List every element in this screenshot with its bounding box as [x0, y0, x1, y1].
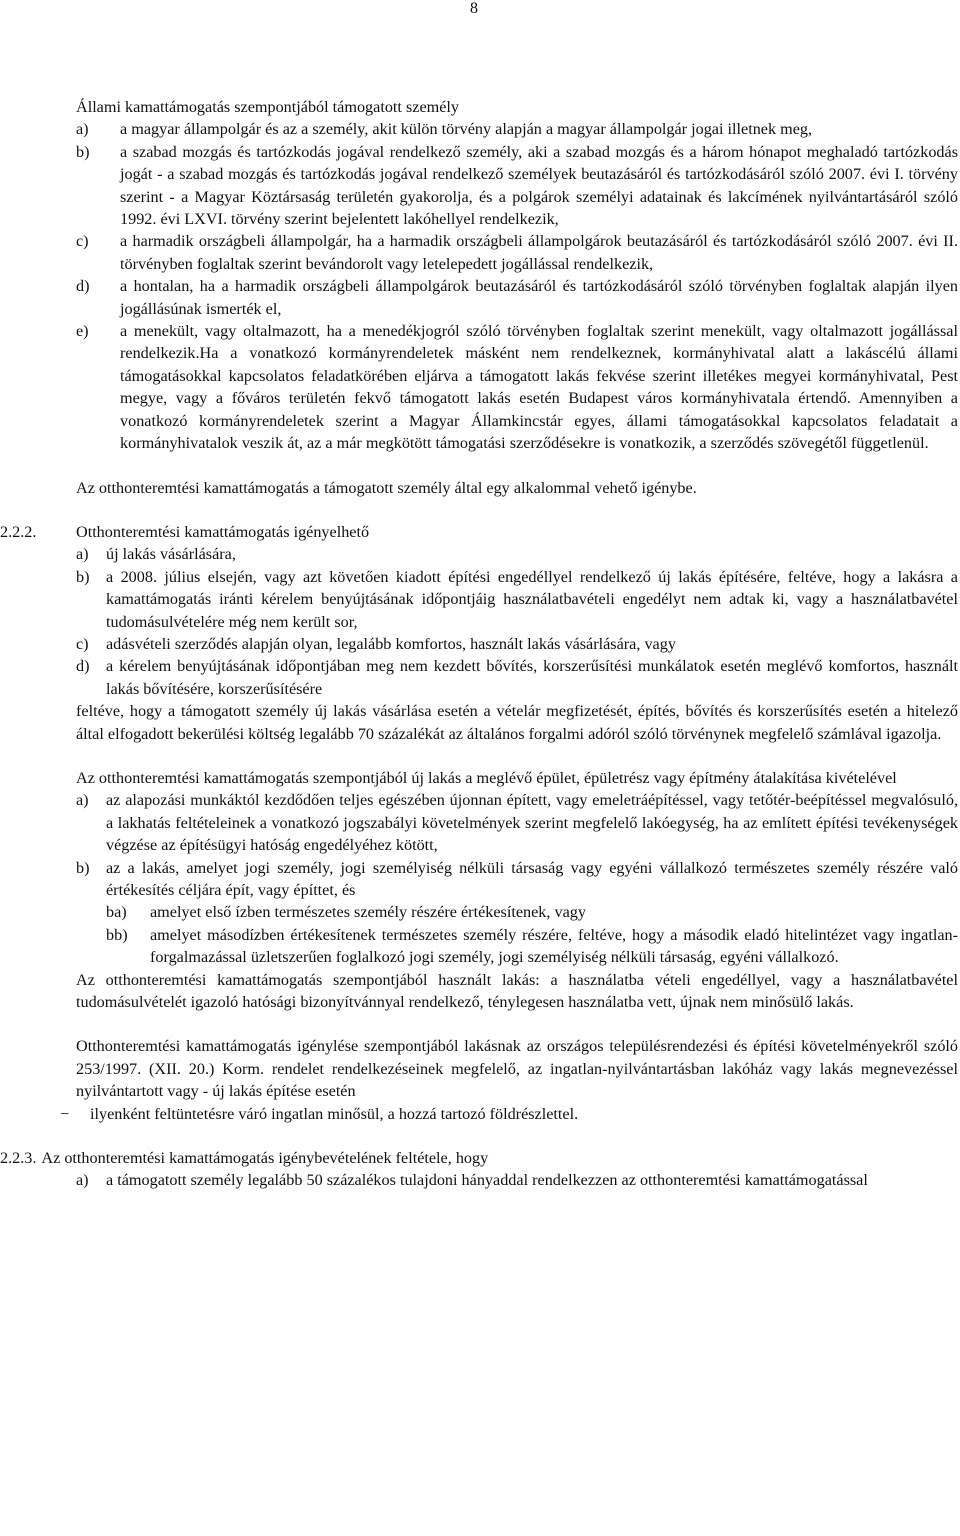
- section-number: 2.2.3.: [0, 1149, 37, 1168]
- eligible-continuation: ilyenként feltüntetésre váró ingatlan minősül, a hozzá tartozó földrészlettel.: [90, 1104, 579, 1123]
- item-text: a magyar állampolgár és az a személy, akit külön törvény alapján a magyar állampolgár jogai illetnek meg,: [120, 120, 813, 139]
- list-item: [76, 141, 958, 231]
- item-label: e): [76, 322, 89, 341]
- item-label: b): [76, 858, 90, 877]
- section-title: Állami kamattámogatás szempontjából támogatott személy: [76, 98, 459, 116]
- new-definition-intro: Az otthonteremtési kamattámogatás szempontjából új lakás a meglévő épület, épületrész vagy építmény átalakítása kivételével: [76, 768, 897, 787]
- item-label: bb): [106, 925, 128, 944]
- item-text: az alapozási munkáktól kezdődően teljes egészében újonnan épített, vagy emeletráépítéssel, vagy tetőtér-beépítéssel megvalósuló, a lakhatás feltételeinek a vonatkozó jogszabályi követelmények szerint megfelelő lakóegység, ha az említett építési tevékenységek végzése az építésügyi hatóság engedélyéhez kötött,: [106, 791, 958, 855]
- item-text: amelyet másodízben értékesítenek természetes személy részére, feltéve, hogy a második eladó hitelintézet vagy ingatlan-forgalmazással üzletszerűen foglalkozó jogi személy, jogi személyiség nélküli társaság, egyéni vállalkozó.: [150, 925, 958, 967]
- item-text: a szabad mozgás és tartózkodás jogával rendelkező személy, aki a szabad mozgás és a három hónapot meghaladó tartózkodás jogát - a szabad mozgás és tartózkodás jogával rendelkező személyek beutazásáról és tartózkodásáról szóló 2007. évi I. törvény szerint - a Magyar Köztársaság területén gyakorolja, és a polgárok személyi adatainak és lakcímének nyilvántartásáról szóló 1992. évi LXVI. törvény szerint bejelentett lakóhellyel rendelkezik,: [120, 142, 958, 229]
- section-title: Otthonteremtési kamattámogatás igényelhető: [76, 522, 370, 541]
- list-item: [76, 230, 958, 275]
- item-text: a támogatott személy legalább 50 százalékos tulajdoni hányaddal rendelkezzen az otthonteremtési kamattámogatással: [106, 1171, 868, 1190]
- list-item: [76, 789, 958, 856]
- list-item: [76, 566, 958, 633]
- page-number: 8: [470, 0, 478, 17]
- item-label: a): [76, 791, 89, 810]
- item-text: új lakás vásárlására,: [106, 545, 236, 564]
- item-text: amelyet első ízben természetes személy részére értékesítenek, vagy: [150, 903, 586, 922]
- list-item: [76, 633, 958, 655]
- section-number: 2.2.2.: [0, 522, 37, 541]
- document-body: [0, 96, 958, 1192]
- list-item: [76, 118, 958, 140]
- item-label: a): [76, 545, 89, 564]
- item-label: d): [76, 657, 90, 676]
- condition-paragraph: feltéve, hogy a támogatott személy új lakás vásárlása esetén a vételár megfizetését, építés, bővítés és korszerűsítés esetén a hitelező által elfogadott bekerülési költség legalább 70 százalékát az általános forgalmi adóról szóló törvénynek megfelelő számlával igazolja.: [76, 702, 958, 743]
- item-text: a hontalan, ha a harmadik országbeli állampolgárok beutazásáról és tartózkodásáról szóló törvényben foglaltak alapján ilyen jogállásúnak ismerték el,: [120, 277, 958, 318]
- item-label: d): [76, 277, 90, 296]
- item-label: a): [76, 1171, 89, 1190]
- item-text: az a lakás, amelyet jogi személy, jogi személyiség nélküli társaság vagy egyéni vállalkozó természetes személy részére való értékesítés céljára épít, vagy építtet, és: [106, 858, 958, 899]
- list-item: [76, 275, 958, 320]
- section-heading: [0, 1147, 958, 1169]
- item-text: a menekült, vagy oltalmazott, ha a menedékjogról szóló törvényben foglaltak szerint menekült, vagy oltalmazott jogállással rendelkezik.Ha a vonatkozó kormányrendeletek másként nem rendelkeznek, kormányhivatal alatt a lakáscélú állami támogatásokkal kapcsolatos feladatkörében eljárva a támogatott lakás fekvése szerint illetékes megyei kormányhivatal, Pest megye, vagy a főváros területén fekvő támogatott lakás esetén Budapest város kormányhivatala értendő. Amennyiben a vonatkozó kormányrendeletek szerint a Magyar Államkincstár egyes, állami támogatásokkal kapcsolatos feladatait a kormányhivatalok veszik át, az a már megkötött támogatási szerződésekre is vonatkozik, a szerződés szövegétől függetlenül.: [120, 322, 958, 453]
- section-title: Az otthonteremtési kamattámogatás igénybevételének feltétele, hogy: [41, 1149, 489, 1168]
- closing-paragraph: Az otthonteremtési kamattámogatás a támogatott személy által egy alkalommal vehető igénybe.: [76, 478, 697, 497]
- item-text: a 2008. július elsején, vagy azt követően kiadott építési engedéllyel rendelkező új lakás építésére, feltéve, hogy a lakásra a kamattámogatás iránti kérelem benyújtásának időpontjáig használatbavételi engedélyt nem adtak ki, vagy a használatbavétel tudomásulvételére még nem került sor,: [106, 567, 958, 631]
- item-label: b): [76, 567, 90, 586]
- item-label: c): [76, 232, 89, 251]
- item-text: a kérelem benyújtásának időpontjában meg nem kezdett bővítés, korszerűsítési munkálatok esetén meglévő komfortos, használt lakás bővítésére, korszerűsítésére: [106, 657, 958, 698]
- list-item: [76, 857, 958, 902]
- section-heading: [0, 521, 958, 543]
- list-item: [76, 1169, 958, 1191]
- list-item: [76, 655, 958, 700]
- eligible-definition: Otthonteremtési kamattámogatás igénylése szempontjából lakásnak az országos településrendezési és építési követelményekről szóló 253/1997. (XII. 20.) Korm. rendelet rendelkezéseinek megfelelő, az ingatlan-nyilvántartásban lakóház vagy lakás megnevezéssel nyilvántartott vagy - új lakás építése esetén: [76, 1037, 958, 1101]
- item-label: a): [76, 120, 89, 139]
- item-label: b): [76, 142, 90, 161]
- list-item: [76, 320, 958, 454]
- sub-list-item: [76, 901, 958, 923]
- item-text: a harmadik országbeli állampolgár, ha a harmadik országbeli állampolgárok beutazásáról és tartózkodásáról szóló 2007. évi II. törvényben foglaltak szerint bevándorolt vagy letelepedett jogállással rendelkezik,: [120, 232, 958, 273]
- item-label: c): [76, 634, 89, 653]
- dash-item: [60, 1103, 958, 1125]
- item-label: ba): [106, 903, 127, 922]
- sub-list-item: [76, 924, 958, 969]
- list-item: [76, 543, 958, 565]
- dash-bullet: −: [60, 1104, 70, 1123]
- item-text: adásvételi szerződés alapján olyan, legalább komfortos, használt lakás vásárlására, vagy: [106, 634, 676, 653]
- used-definition: Az otthonteremtési kamattámogatás szempontjából használt lakás: a használatba vételi engedéllyel, vagy a használatbavétel tudomásulvételét igazoló hatósági bizonyítvánnyal rendelkező, ténylegesen használatba vett, újnak nem minősülő lakás.: [76, 970, 958, 1012]
